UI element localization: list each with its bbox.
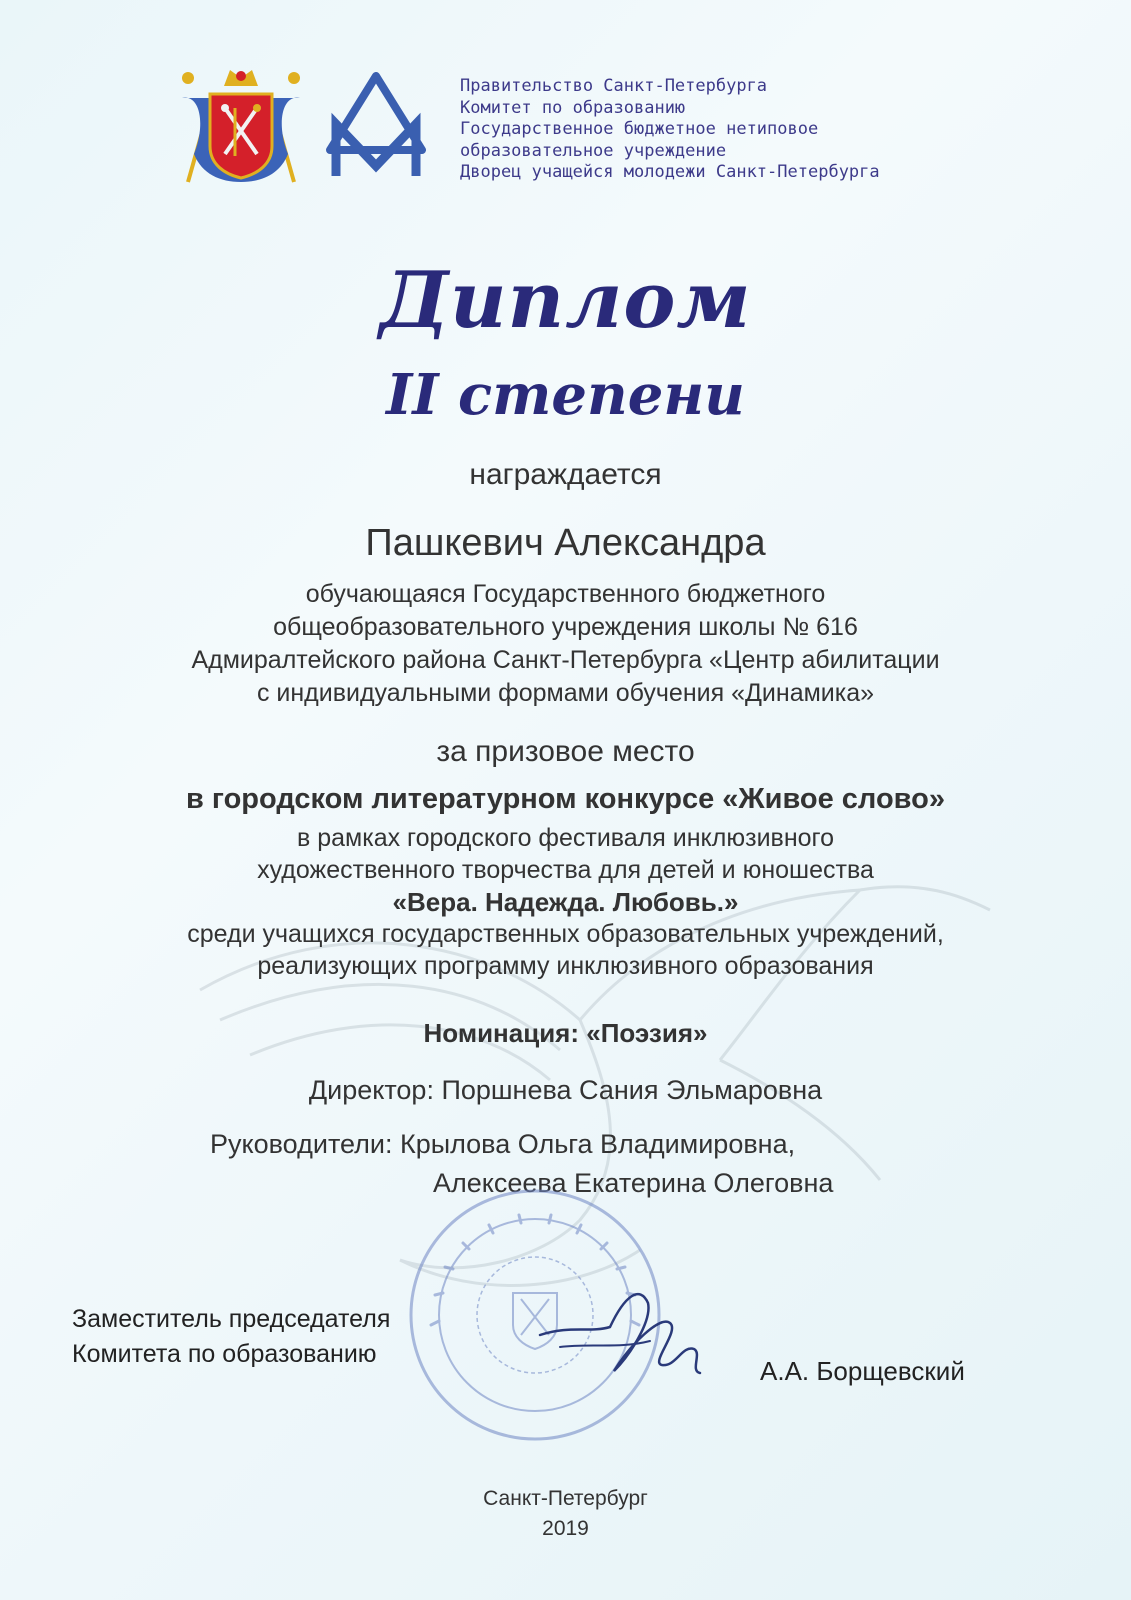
leaders-line: Алексеева Екатерина Олеговна: [433, 1168, 834, 1198]
director-line: Директор: Поршнева Сания Эльмаровна: [308, 1075, 823, 1105]
leaders-line: Руководители: Крылова Ольга Владимировна,: [210, 1129, 796, 1159]
festival-line: в рамках городского фестиваля инклюзивного: [297, 824, 834, 852]
contest-name: в городском литературном конкурсе «Живое слово»: [186, 783, 945, 815]
palace-logo: [326, 72, 426, 180]
coat-of-arms-emblem: [180, 64, 302, 194]
festival-block: [40, 822, 1091, 982]
handwritten-signature: [530, 1275, 710, 1395]
audience-line: среди учащихся государственных образовательных учреждений,: [187, 920, 944, 948]
footer-place-date: [0, 1484, 1131, 1544]
affiliation-line: общеобразовательного учреждения школы № 616: [273, 613, 858, 641]
prize-text: за призовое место: [436, 735, 695, 768]
festival-name: «Вера. Надежда. Любовь.»: [392, 887, 739, 917]
festival-line: художественного творчества для детей и юношества: [257, 856, 874, 884]
position-line: Заместитель председателя: [72, 1305, 391, 1333]
awarded-label: награждается: [469, 458, 662, 491]
org-line: Комитет по образованию: [460, 97, 686, 118]
org-line: Государственное бюджетное нетиповое: [460, 119, 819, 139]
org-line: Правительство Санкт-Петербурга: [460, 76, 768, 96]
organization-block: [460, 76, 880, 184]
diploma-title: Диплом: [379, 255, 752, 346]
org-line: Дворец учащейся молодежи Санкт-Петербурга: [460, 162, 880, 182]
org-line: образовательное учреждение: [460, 140, 727, 161]
footer-city: Санкт-Петербург: [483, 1487, 648, 1510]
signatory-name: А.А. Борщевский: [760, 1356, 965, 1386]
signatory-position: [72, 1302, 390, 1372]
diploma-degree: II степени: [386, 362, 745, 428]
affiliation-line: Адмиралтейского района Санкт-Петербурга «Центр абилитации: [191, 646, 940, 674]
nomination: Номинация: «Поэзия»: [423, 1018, 708, 1048]
affiliation-line: с индивидуальными формами обучения «Динамика»: [256, 679, 875, 707]
affiliation-line: обучающаяся Государственного бюджетного: [305, 580, 826, 608]
recipient-name: Пашкевич Александра: [365, 522, 766, 564]
audience-line: реализующих программу инклюзивного образования: [257, 952, 874, 980]
position-line: Комитета по образованию: [72, 1340, 377, 1368]
footer-year: 2019: [542, 1517, 589, 1540]
affiliation-block: [40, 578, 1091, 710]
